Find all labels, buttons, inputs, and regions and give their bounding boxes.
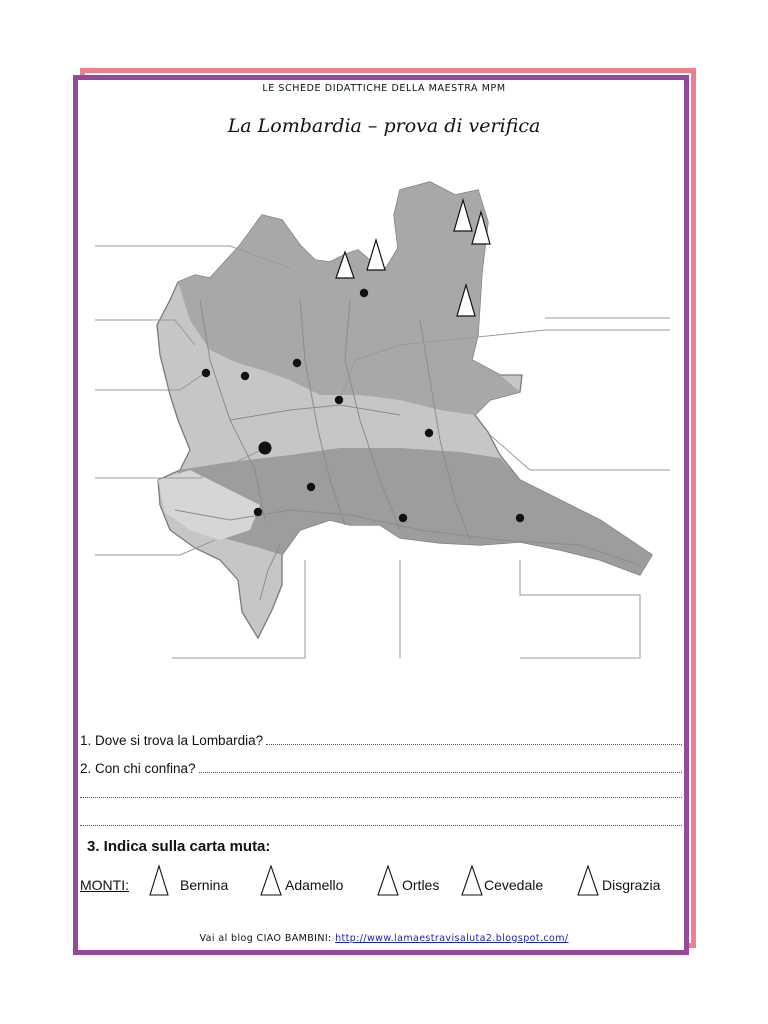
question-1-label: 1. Dove si trova la Lombardia? [80,733,264,748]
monti-item-cevedale: Cevedale [484,877,544,893]
monti-item-bernina: Bernina [180,877,229,893]
question-2-label: 2. Con chi confina? [80,761,196,776]
monti-item-ortles: Ortles [402,877,440,893]
peak-triangle-icon [376,864,400,896]
city-dot [399,514,407,522]
monti-label: MONTI: [80,877,129,893]
city-dot [293,359,301,367]
city-dot [241,372,249,380]
city-dot [307,483,315,491]
question-1 [80,731,682,748]
city-dot [335,396,343,404]
peak-triangle-icon [259,864,283,896]
monti-legend [80,860,682,900]
city-dot [425,429,433,437]
answer-line-3[interactable] [80,797,682,798]
answer-line-2[interactable] [199,759,682,773]
city-dot [516,514,524,522]
city-dot [360,289,368,297]
answer-line-4[interactable] [80,825,682,826]
page-title: La Lombardia – prova di verifica [227,115,541,137]
city-dot [259,442,272,455]
answer-line-1[interactable] [266,731,682,745]
peak-triangle-icon [367,240,385,270]
city-dot [254,508,262,516]
footer-prefix: Vai al blog CIAO BAMBINI: [199,933,336,944]
peak-triangle-icon [460,864,484,896]
peak-triangle-icon [148,864,170,896]
question-2 [80,759,682,776]
task-heading: 3. Indica sulla carta muta: [87,838,271,855]
blog-link[interactable]: http://www.lamaestravisaluta2.blogspot.com/ [335,933,569,944]
footer [0,933,768,944]
worksheet-header: LE SCHEDE DIDATTICHE DELLA MAESTRA MPM [262,83,506,94]
peak-triangle-icon [576,864,600,896]
city-dot [202,369,210,377]
monti-item-adamello: Adamello [285,877,344,893]
monti-item-disgrazia: Disgrazia [602,877,661,893]
